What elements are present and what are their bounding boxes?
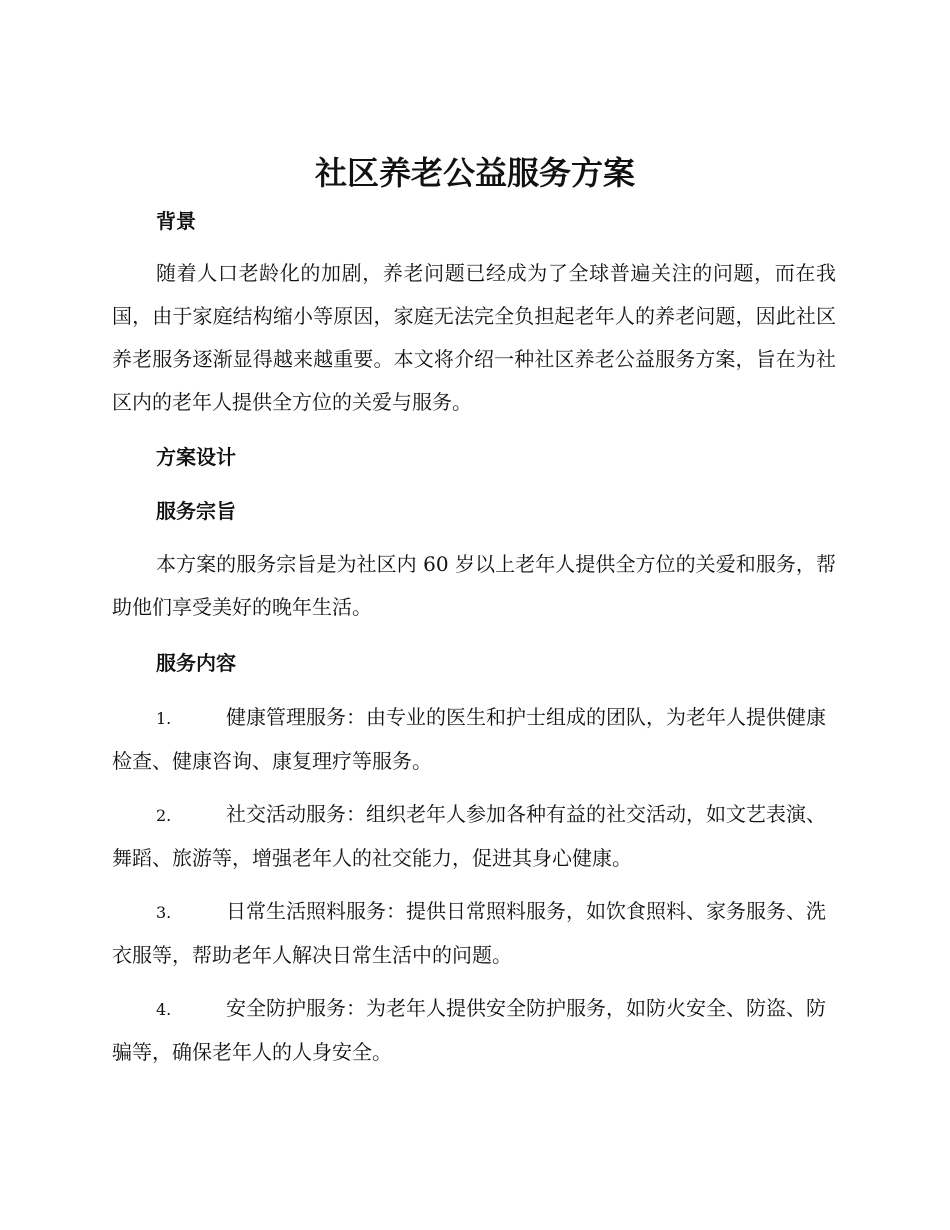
purpose-paragraph: 本方案的服务宗旨是为社区内 60 岁以上老年人提供全方位的关爱和服务，帮助他们享受美好的晚年生活。 — [112, 552, 836, 619]
purpose-heading: 服务宗旨 — [156, 499, 236, 523]
list-item-number: 4. — [156, 1000, 172, 1019]
list-item-number: 2. — [156, 806, 172, 825]
design-heading: 方案设计 — [156, 445, 236, 469]
list-item — [112, 890, 836, 977]
list-item-text: 日常生活照料服务：提供日常照料服务，如饮食照料、家务服务、洗衣服等，帮助老年人解决日常生活中的问题。 — [112, 899, 826, 967]
list-item-number: 3. — [156, 903, 172, 922]
list-item-text: 安全防护服务：为老年人提供安全防护服务，如防火安全、防盗、防骗等，确保老年人的人身安全。 — [112, 996, 826, 1064]
list-item — [112, 696, 836, 783]
list-item — [112, 793, 836, 880]
list-item — [112, 987, 836, 1074]
list-item-text: 健康管理服务：由专业的医生和护士组成的团队，为老年人提供健康检查、健康咨询、康复理疗等服务。 — [112, 705, 826, 773]
list-item-text: 社交活动服务：组织老年人参加各种有益的社交活动，如文艺表演、舞蹈、旅游等，增强老年人的社交能力，促进其身心健康。 — [112, 802, 826, 870]
document-title: 社区养老公益服务方案 — [314, 154, 635, 192]
background-heading: 背景 — [156, 209, 196, 233]
content-heading: 服务内容 — [156, 651, 236, 675]
background-paragraph: 随着人口老龄化的加剧，养老问题已经成为了全球普遍关注的问题，而在我国，由于家庭结构缩小等原因，家庭无法完全负担起老年人的养老问题，因此社区养老服务逐渐显得越来越重要。本文将介绍一种社区养老公益服务方案，旨在为社区内的老年人提供全方位的关爱与服务。 — [112, 261, 836, 414]
list-item-number: 1. — [156, 709, 172, 728]
